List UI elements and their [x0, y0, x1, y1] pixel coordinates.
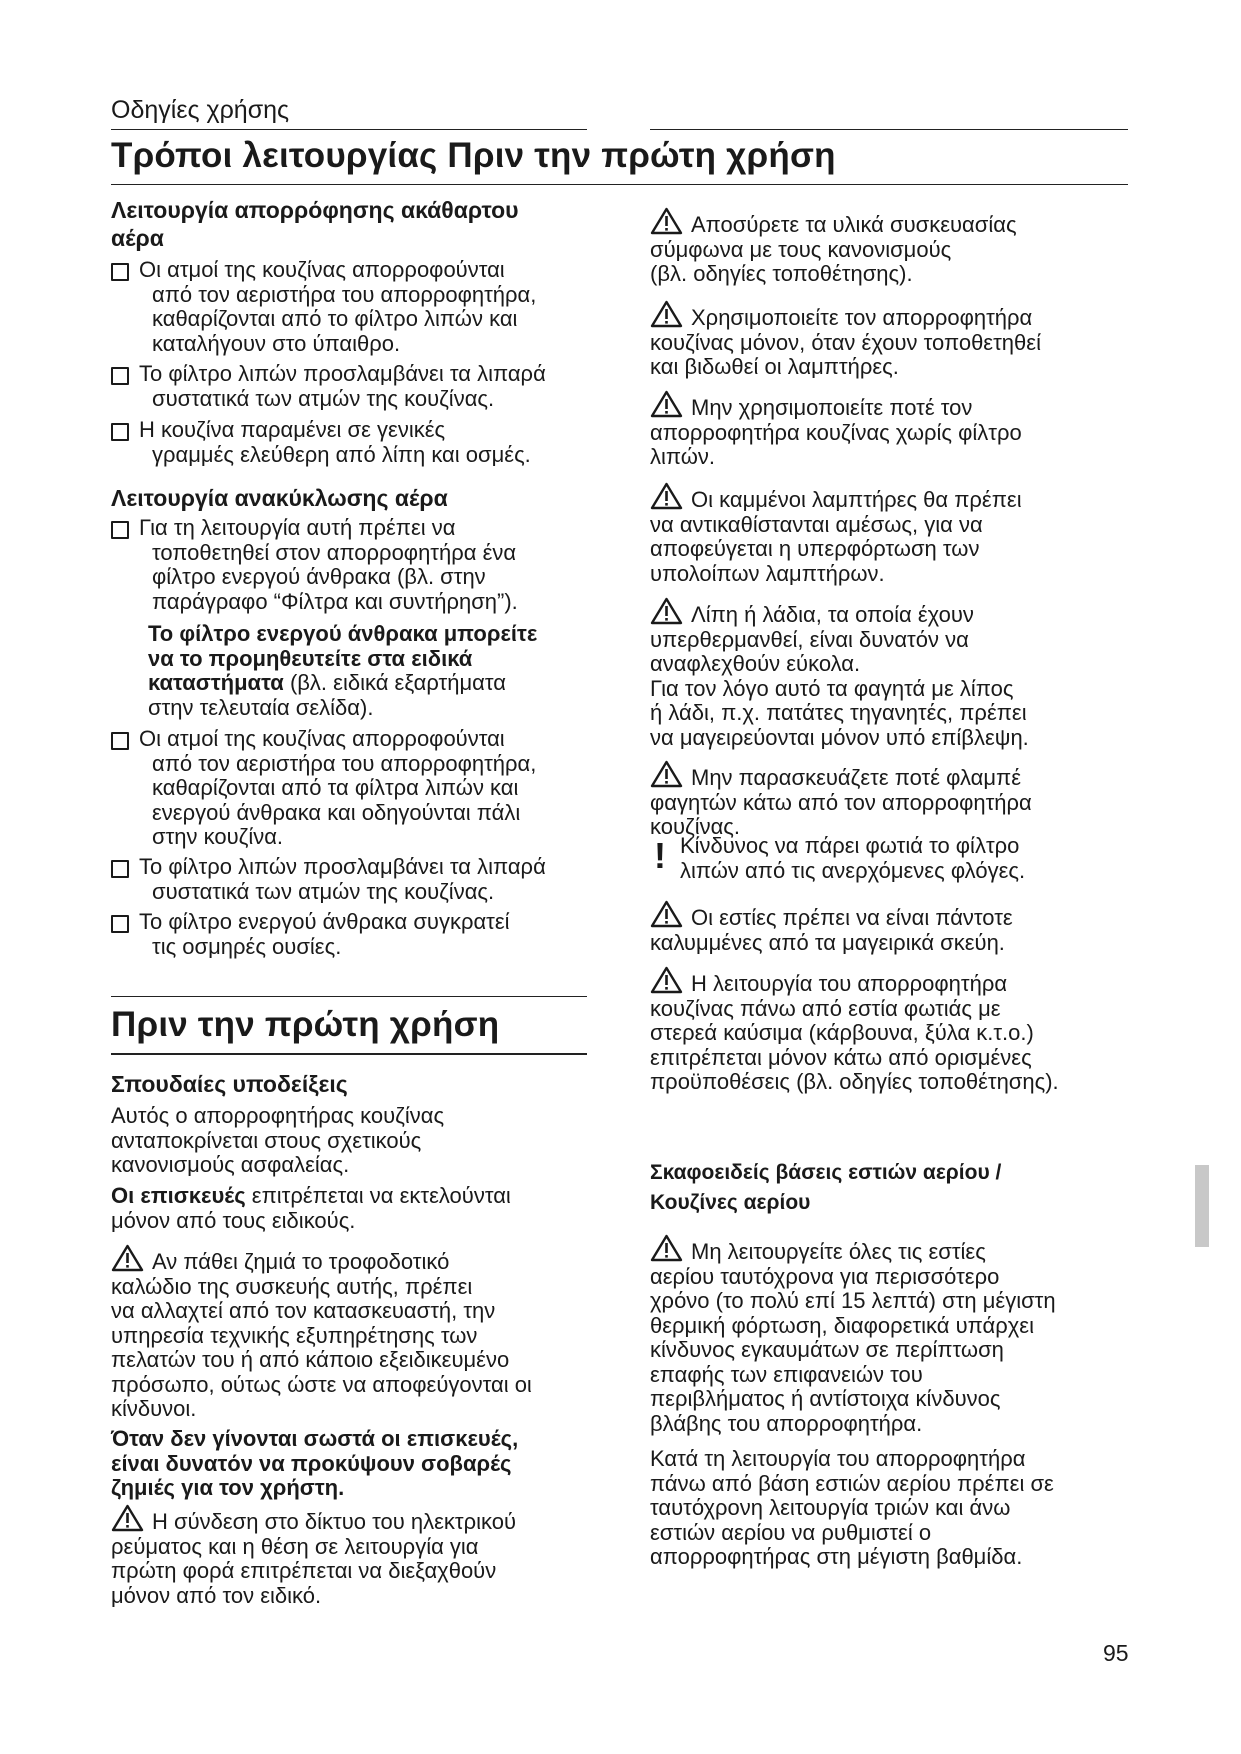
warning-icon [650, 966, 683, 994]
warning-block [650, 966, 1059, 1095]
repairs-paragraph [111, 1184, 511, 1233]
checkbox-icon [111, 860, 129, 878]
text-line: ρεύματος και η θέση σε λειτουργία για [111, 1533, 479, 1559]
warning-icon [650, 207, 683, 235]
text-line: πρώτη φορά επιτρέπεται να διεξαχθούν [111, 1558, 497, 1583]
text-line: συστατικά των ατμών της κουζίνας. [152, 878, 495, 904]
text-span: Αποσύρετε τα υλικά συσκευασίας [691, 212, 1017, 237]
text-line: καθαρίζονται από τα φίλτρα λιπών και [152, 775, 519, 800]
text-line: παράγραφο “Φίλτρα και συντήρηση”). [152, 588, 518, 614]
text-line: καλυμμένες από τα μαγειρικά σκεύη. [650, 929, 1005, 955]
text-line: καταλήγουν στο ύπαιθρο. [152, 330, 401, 356]
text-span: Λίπη ή λάδια, τα οποία έχουν [691, 602, 974, 627]
gas-paragraph [650, 1447, 1054, 1570]
checkbox-icon [111, 423, 129, 441]
section-rule-bottom [111, 1053, 587, 1055]
text-line: μόνον από τον ειδικό. [111, 1582, 322, 1608]
text-span: καταστήματα [148, 670, 284, 695]
text-span: Χρησιμοποιείτε τον απορροφητήρα [691, 305, 1033, 330]
recirc-heading: Λειτουργία ανακύκλωσης αέρα [111, 485, 448, 511]
text-line: κουζίνας μόνον, όταν έχουν τοποθετηθεί [650, 329, 1041, 355]
text-line: ενεργού άνθρακα και οδηγούνται πάλι [152, 799, 521, 825]
warning-block [650, 760, 1032, 840]
header-rule-left [111, 129, 587, 130]
gas-heading [650, 1158, 1001, 1218]
warning-icon [650, 597, 683, 625]
text-line: βλάβης του απορροφητήρα. [650, 1410, 923, 1436]
text-line: αποφεύγεται η υπερφόρτωση των [650, 536, 980, 561]
checkbox-icon [111, 367, 129, 385]
header-rule-right [650, 129, 1128, 130]
text-span: Μην χρησιμοποιείτε ποτέ τον [691, 395, 973, 420]
repairs-warning-bold [111, 1427, 518, 1501]
text-line: Αυτός ο απορροφητήρας κουζίνας [111, 1103, 445, 1128]
text-line: Το φίλτρο λιπών προσλαμβάνει τα λιπαρά [139, 854, 546, 879]
text-line: κουζίνας. [650, 814, 741, 839]
warning-block [650, 482, 1022, 586]
text-line [650, 1234, 1056, 1265]
exhaust-heading-line: Λειτουργία απορρόφησης ακάθαρτου [111, 197, 519, 223]
checkbox-icon [111, 732, 129, 750]
exclamation-icon: ! [654, 835, 666, 876]
text-line [650, 300, 1041, 331]
safety-paragraph [111, 1104, 444, 1178]
text-line: Για τη λειτουργία αυτή πρέπει να [139, 515, 456, 540]
text-line: πρόσωπο, ούτως ώστε να αποφεύγονται οι [111, 1371, 532, 1397]
warning-block [650, 300, 1041, 380]
text-line: λιπών. [650, 444, 716, 469]
running-header: Οδηγίες χρήσης [111, 96, 290, 124]
list-item [111, 418, 531, 467]
page-title: Τρόποι λειτουργίας Πριν την πρώτη χρήση [111, 136, 836, 175]
list-item [111, 727, 536, 850]
list-item [111, 258, 536, 356]
text-line: Όταν δεν γίνονται σωστά οι επισκευές, [111, 1426, 519, 1451]
text-line [650, 900, 1013, 931]
text-line [650, 966, 1059, 997]
text-line: τις οσμηρές ουσίες. [152, 933, 342, 959]
text-line: φίλτρο ενεργού άνθρακα (βλ. στην [152, 564, 486, 589]
text-line: ή λάδι, π.χ. πατάτες τηγανητές, πρέπει [650, 700, 1027, 725]
text-line [650, 390, 1022, 421]
list-item [111, 910, 510, 959]
gas-heading-line: Κουζίνες αερίου [650, 1191, 811, 1214]
text-span: Η σύνδεση στο δίκτυο του ηλεκτρικού [152, 1509, 516, 1534]
warning-icon [650, 482, 683, 510]
section-rule-top [111, 996, 587, 997]
text-line: κίνδυνος εγκαυμάτων σε περίπτωση [650, 1337, 1004, 1362]
charcoal-note [148, 622, 537, 720]
text-line: τοποθετηθεί στον απορροφητήρα ένα [152, 539, 517, 565]
text-span: (βλ. ειδικά εξαρτήματα [283, 670, 506, 695]
exhaust-heading [111, 196, 591, 252]
text-line: (βλ. οδηγίες τοποθέτησης). [650, 261, 913, 286]
text-line [650, 207, 1017, 238]
text-line: υπολοίπων λαμπτήρων. [650, 560, 885, 586]
text-line [111, 1184, 511, 1209]
text-span: Αν πάθει ζημιά το τροφοδοτικό [152, 1249, 450, 1274]
text-line: ζημιές για τον χρήστη. [111, 1475, 345, 1500]
text-line: μόνον από τους ειδικούς. [111, 1207, 356, 1233]
text-line: κανονισμούς ασφαλείας. [111, 1152, 350, 1177]
text-line: στην τελευταία σελίδα). [148, 694, 374, 720]
text-line: Το φίλτρο ενεργού άνθρακα συγκρατεί [139, 909, 510, 934]
section-title: Πριν την πρώτη χρήση [111, 1005, 500, 1044]
text-line: Το φίλτρο ενεργού άνθρακα μπορείτε [148, 621, 538, 646]
text-line: κίνδυνοι. [111, 1396, 197, 1421]
text-line: πελατών του ή από κάποιο εξειδικευμένο [111, 1347, 510, 1372]
text-span: Μη λειτουργείτε όλες τις εστίες [691, 1239, 986, 1264]
text-line [148, 671, 537, 696]
list-item [111, 516, 518, 614]
warning-block [650, 900, 1013, 955]
text-line [650, 482, 1022, 513]
important-notes-heading: Σπουδαίες υποδείξεις [111, 1071, 348, 1097]
checkbox-icon [111, 521, 129, 539]
text-span: Η λειτουργία του απορροφητήρα [691, 971, 1008, 996]
text-line: ανταποκρίνεται στους σχετικούς [111, 1127, 422, 1153]
text-line: Για τον λόγο αυτό τα φαγητά με λίπος [650, 675, 1014, 701]
warning-icon [111, 1504, 144, 1532]
text-line: περιβλήματος ή αντίστοιχα κίνδυνος [650, 1386, 1001, 1411]
warning-icon [111, 1244, 144, 1272]
text-line: καθαρίζονται από το φίλτρο λιπών και [152, 306, 518, 331]
text-line: επιτρέπεται μόνον κάτω από ορισμένες [650, 1044, 1032, 1070]
text-line: από τον αεριστήρα του απορροφητήρα, [152, 750, 537, 776]
text-line: να αντικαθίστανται αμέσως, για να [650, 511, 983, 537]
text-line: Κίνδυνος να πάρει φωτιά το φίλτρο [680, 833, 1020, 858]
text-line: να το προμηθευτείτε στα ειδικά [148, 645, 473, 671]
text-line: Κατά τη λειτουργία του απορροφητήρα [650, 1446, 1026, 1471]
text-line: καλώδιο της συσκευής αυτής, πρέπει [111, 1273, 473, 1299]
text-line: επαφής των επιφανειών του [650, 1361, 923, 1387]
text-line: Η κουζίνα παραμένει σε γενικές [139, 417, 446, 442]
text-line: Το φίλτρο λιπών προσλαμβάνει τα λιπαρά [139, 361, 546, 386]
text-line: λιπών από τις ανερχόμενες φλόγες. [680, 857, 1026, 883]
warning-icon [650, 1234, 683, 1262]
text-line: αερίου ταυτόχρονα για περισσότερο [650, 1263, 1000, 1289]
text-line: φαγητών κάτω από τον απορροφητήρα [650, 789, 1032, 815]
text-line [111, 1244, 532, 1275]
warning-block [111, 1504, 516, 1608]
text-line: ταυτόχρονη λειτουργία τριών και άνω [650, 1495, 1011, 1520]
text-line [650, 597, 1029, 628]
checkbox-icon [111, 263, 129, 281]
text-line: από τον αεριστήρα του απορροφητήρα, [152, 281, 537, 307]
list-item [111, 362, 546, 411]
text-line: συστατικά των ατμών της κουζίνας. [152, 385, 495, 411]
warning-icon [650, 300, 683, 328]
text-line: Οι ατμοί της κουζίνας απορροφούνται [139, 257, 505, 282]
text-line: προϋποθέσεις (βλ. οδηγίες τοποθέτησης). [650, 1069, 1059, 1094]
warning-block [650, 597, 1029, 750]
text-span: επιτρέπεται να εκτελούνται [245, 1183, 511, 1208]
gas-heading-line: Σκαφοειδείς βάσεις εστιών αερίου / [650, 1161, 1002, 1184]
caution-note [650, 834, 1025, 883]
text-line [111, 1504, 516, 1535]
text-line: στερεά καύσιμα (κάρβουνα, ξύλα κ.τ.ο.) [650, 1020, 1034, 1045]
text-line: Οι ατμοί της κουζίνας απορροφούνται [139, 726, 505, 751]
warning-icon [650, 760, 683, 788]
text-span: Οι επισκευές [111, 1183, 246, 1208]
text-line: απορροφητήρα κουζίνας χωρίς φίλτρο [650, 419, 1022, 445]
text-line: εστιών αερίου να ρυθμιστεί ο [650, 1519, 932, 1545]
page-thumb-tab [1195, 1165, 1209, 1247]
text-line: να αλλαχτεί από τον κατασκευαστή, την [111, 1298, 496, 1323]
text-line: στην κουζίνα. [152, 824, 284, 849]
warning-block [650, 390, 1022, 470]
text-span: Οι εστίες πρέπει να είναι πάντοτε [691, 905, 1013, 930]
text-line: γραμμές ελεύθερη από λίπη και οσμές. [152, 441, 531, 467]
text-line: υπερθερμανθεί, είναι δυνατόν να [650, 626, 969, 652]
title-rule [111, 184, 1128, 185]
warning-icon [650, 390, 683, 418]
text-line: σύμφωνα με τους κανονισμούς [650, 236, 952, 262]
text-line: να μαγειρεύονται μόνον υπό επίβλεψη. [650, 724, 1029, 750]
text-line: πάνω από βάση εστιών αερίου πρέπει σε [650, 1470, 1054, 1496]
text-line: απορροφητήρας στη μέγιστη βαθμίδα. [650, 1544, 1023, 1569]
exhaust-heading-line: αέρα [111, 225, 164, 251]
list-item [111, 855, 546, 904]
text-line: αναφλεχθούν εύκολα. [650, 651, 861, 676]
checkbox-icon [111, 915, 129, 933]
warning-icon [650, 900, 683, 928]
warning-block [650, 1234, 1056, 1436]
text-span: Μην παρασκευάζετε ποτέ φλαμπέ [691, 765, 1022, 790]
text-line: είναι δυνατόν να προκύψουν σοβαρές [111, 1450, 512, 1476]
text-line: κουζίνας πάνω από εστία φωτιάς με [650, 995, 1001, 1021]
text-line: χρόνο (το πολύ επί 15 λεπτά) στη μέγιστη [650, 1288, 1056, 1313]
page-number: 95 [1103, 1640, 1129, 1666]
text-span: Οι καμμένοι λαμπτήρες θα πρέπει [691, 487, 1022, 512]
text-line: υπηρεσία τεχνικής εξυπηρέτησης των [111, 1322, 478, 1348]
warning-block [650, 207, 1017, 287]
warning-block [111, 1244, 532, 1422]
text-line: θερμική φόρτωση, διαφορετικά υπάρχει [650, 1312, 1034, 1338]
text-line: και βιδωθεί οι λαμπτήρες. [650, 354, 899, 379]
text-line [650, 760, 1032, 791]
